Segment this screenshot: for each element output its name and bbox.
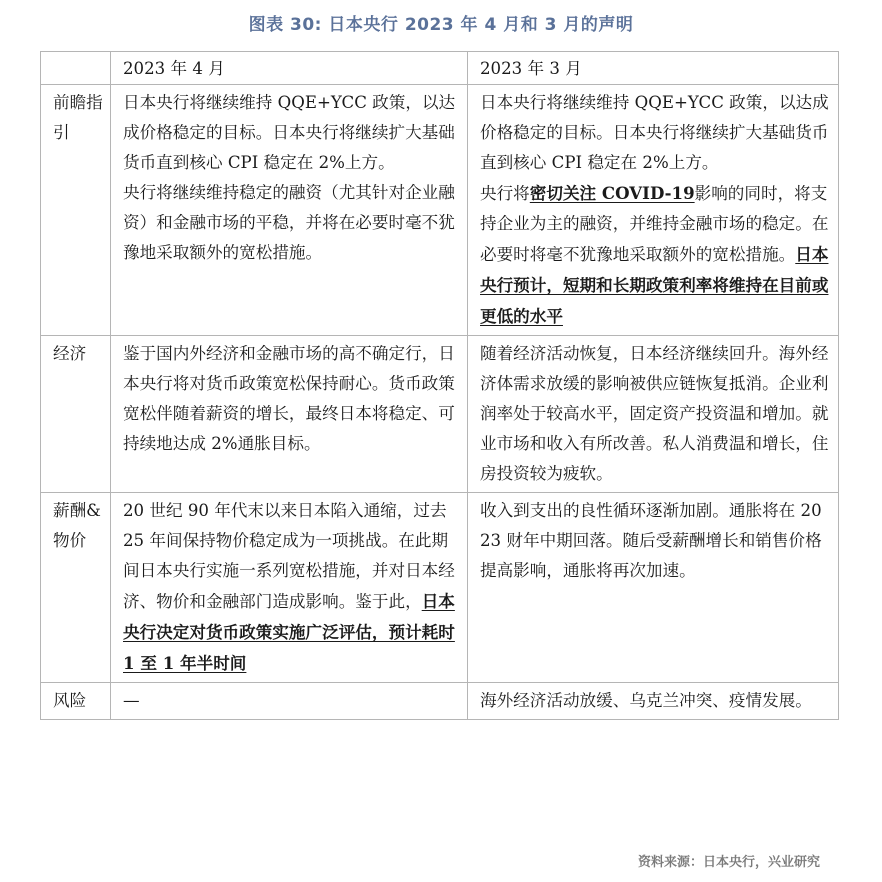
figure-title: 图表 30: 日本央行 2023 年 4 月和 3 月的声明 [248,15,634,35]
cell-april-forward-guidance [111,85,468,336]
row-label-risk: 风险 [41,683,111,720]
april-wages-text: 20 世纪 90 年代末以来日本陷入通缩，过去 25 年间保持物价稳定成为一项挑战。在此期间日本央行实施一系列宽松措施，并对日本经济、物价和金融部门造成影响。鉴于此， [123,501,455,611]
table-row-forward-guidance [41,85,839,336]
cell-april-economy: 鉴于国内外经济和金融市场的高不确定行，日本央行将对货币政策宽松保持耐心。货币政策宽松伴随着薪资的增长，最终日本将稳定、可持续地达成 2%通胀目标。 [111,336,468,493]
table-header-row [41,52,839,85]
row-label-wages-prices: 薪酬&物价 [41,493,111,683]
header-cell-march: 2023 年 3 月 [468,52,839,85]
table-row-wages-prices [41,493,839,683]
cell-march-risk: 海外经济活动放缓、乌克兰冲突、疫情发展。 [468,683,839,720]
april-wages-emphasis: 日本央行决定对货币政策实施广泛评估，预计耗时 1 至 1 年半时间 [123,591,455,673]
cell-april-risk: — [111,683,468,720]
march-guidance-para-1: 日本央行将继续维持 QQE+YCC 政策，以达成价格稳定的目标。日本央行将继续扩大基础货币直到核心 CPI 稳定在 2%上方。 [480,93,829,172]
cell-march-wages-prices: 收入到支出的良性循环逐渐加剧。通胀将在 2023 财年中期回落。随后受薪酬增长和销售价格提高影响，通胀将再次加速。 [468,493,839,683]
cell-april-wages-prices [111,493,468,683]
row-label-economy: 经济 [41,336,111,493]
cell-march-forward-guidance [468,85,839,336]
march-guidance-emphasis-rates: 日本央行预计，短期和长期政策利率将维持在目前或更低的水平 [480,244,829,326]
header-cell-empty [41,52,111,85]
cell-march-economy: 随着经济活动恢复，日本经济继续回升。海外经济体需求放缓的影响被供应链恢复抵消。企业利润率处于较高水平，固定资产投资温和增加。就业市场和收入有所改善。私人消费温和增长，住房投资较为疲软。 [468,336,839,493]
table-row-economy [41,336,839,493]
header-cell-april: 2023 年 4 月 [111,52,468,85]
april-guidance-para-2: 央行将继续维持稳定的融资（尤其针对企业融资）和金融市场的平稳，并将在必要时毫不犹豫地采取额外的宽松措施。 [123,183,455,262]
march-guidance-text-a: 央行将 [480,184,530,203]
march-guidance-para-2 [480,178,830,332]
row-label-forward-guidance: 前瞻指引 [41,85,111,336]
march-guidance-emphasis-covid: 密切关注 COVID-19 [529,183,695,203]
statement-comparison-table [40,51,839,720]
march-guidance-text-c: 影响的同时，将支持企业为主的融资，并维持金融市场的稳定。在必要时将毫不犹豫地采取额外的宽松措施。 [480,184,829,264]
source-note: 资料来源：日本央行，兴业研究 [637,855,820,870]
april-guidance-para-1: 日本央行将继续维持 QQE+YCC 政策，以达成价格稳定的目标。日本央行将继续扩大基础货币直到核心 CPI 稳定在 2%上方。 [123,93,456,172]
table-row-risk [41,683,839,720]
